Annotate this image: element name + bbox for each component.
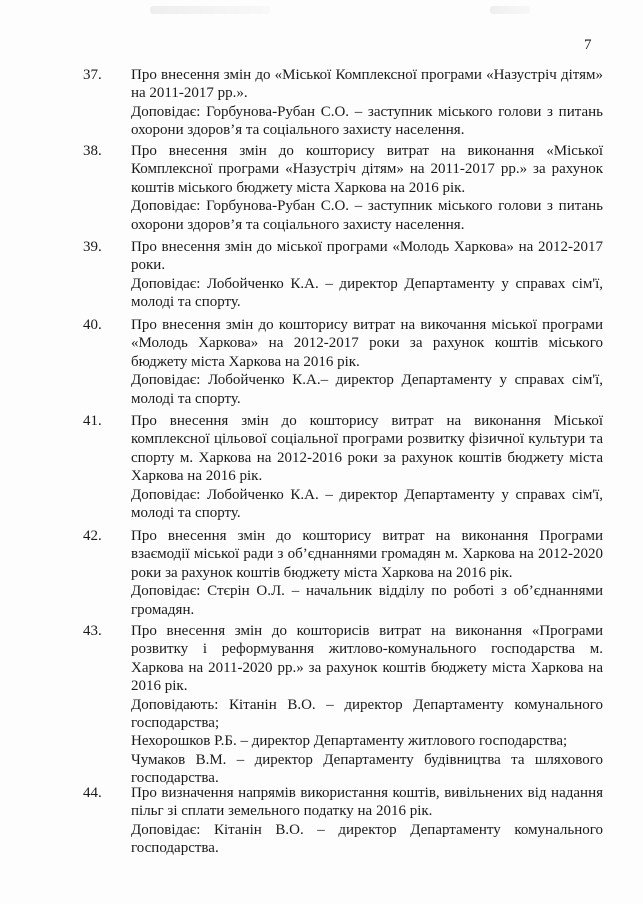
scan-artifact <box>150 6 270 14</box>
item-speaker: Нехорошков Р.Б. – директор Департаменту житлового господарства; <box>131 733 568 750</box>
agenda-item-44 <box>83 784 603 858</box>
agenda-item-41 <box>83 412 603 522</box>
agenda-item-39 <box>83 238 603 312</box>
item-number: 39. <box>83 239 102 255</box>
item-number: 37. <box>83 67 102 83</box>
item-speaker: Доповідає: Лобойченко К.А.– директор Департаменту у справах сім'ї, молоді та спорту. <box>131 372 603 407</box>
agenda-item-42 <box>83 527 603 619</box>
item-speaker: Доповідає: Стєрін О.Л. – начальник відділу по роботі з об’єднаннями громадян. <box>131 583 603 618</box>
scan-artifact <box>490 6 530 14</box>
item-speaker: Доповідає: Лобойченко К.А. – директор Департаменту у справах сім'ї, молоді та спорту. <box>131 275 603 311</box>
item-number: 38. <box>83 143 102 159</box>
item-title: Про внесення змін до кошторису витрат на виконання «Міської Комплексної програми «Назустріч дітям» на 2011-2017 рр.» за рахунок коштів міського бюджету міста Харкова на 2016 рік. <box>131 143 603 196</box>
item-title: Про внесення змін до «Міської Комплексної програми «Назустріч дітям» на 2011-2017 рр.». <box>131 67 603 102</box>
item-speaker: Доповідає: Лобойченко К.А. – директор Департаменту у справах сім'ї, молоді та спорту. <box>131 486 603 522</box>
agenda-item-40 <box>83 316 603 408</box>
item-number: 44. <box>83 785 102 801</box>
item-speaker: Доповідає: Кітанін В.О. – директор Департаменту комунального господарства. <box>131 821 603 857</box>
page-number: 7 <box>584 37 592 53</box>
item-title: Про внесення змін до кошторису витрат на виконання Програми взаємодії міської ради з об’єднаннями громадян м. Харкова на 2012-2020 роки за рахунок коштів бюджету міста Харкова на 2016 рік. <box>131 528 603 581</box>
item-number: 40. <box>83 317 102 333</box>
item-speaker: Доповідають: Кітанін В.О. – директор Департаменту комунального господарства; <box>131 696 603 732</box>
item-number: 41. <box>83 413 102 429</box>
agenda-item-37 <box>83 66 603 140</box>
item-title: Про внесення змін до кошторисів витрат на виконання «Програми розвитку і реформування житлово-комунального господарства м. Харкова на 2011-2020 рр.» за рахунок коштів бюджету міста Харкова на 2016 рік. <box>131 623 603 695</box>
item-speaker: Чумаков В.М. – директор Департаменту будівництва та шляхового господарства. <box>131 751 603 787</box>
agenda-item-43 <box>83 622 603 788</box>
item-title: Про визначення напрямів використання коштів, вивільнених від надання пільг зі сплати земельного податку на 2016 рік. <box>131 785 603 820</box>
item-title: Про внесення змін до кошторису витрат на виконання Міської комплексної цільової соціальної програми розвитку фізичної культури та спорту м. Харкова на 2012-2016 роки за рахунок коштів бюджету міста Харкова на 2016 рік. <box>131 413 603 485</box>
item-title: Про внесення змін до кошторису витрат на викочання міської програми «Молодь Харкова» на 2012-2017 роки за рахунок коштів міського бюджету міста Харкова на 2016 рік. <box>131 317 603 370</box>
item-speaker: Доповідає: Горбунова-Рубан С.О. – заступник міського голови з питань охорони здоров’я та соціального захисту населення. <box>131 198 603 233</box>
agenda-item-38 <box>83 142 603 234</box>
item-speaker: Доповідає: Горбунова-Рубан С.О. – заступник міського голови з питань охорони здоров’я та соціального захисту населення. <box>131 103 603 139</box>
item-number: 42. <box>83 528 102 544</box>
item-number: 43. <box>83 623 102 639</box>
item-title: Про внесення змін до міської програми «Молодь Харкова» на 2012-2017 роки. <box>131 239 603 274</box>
